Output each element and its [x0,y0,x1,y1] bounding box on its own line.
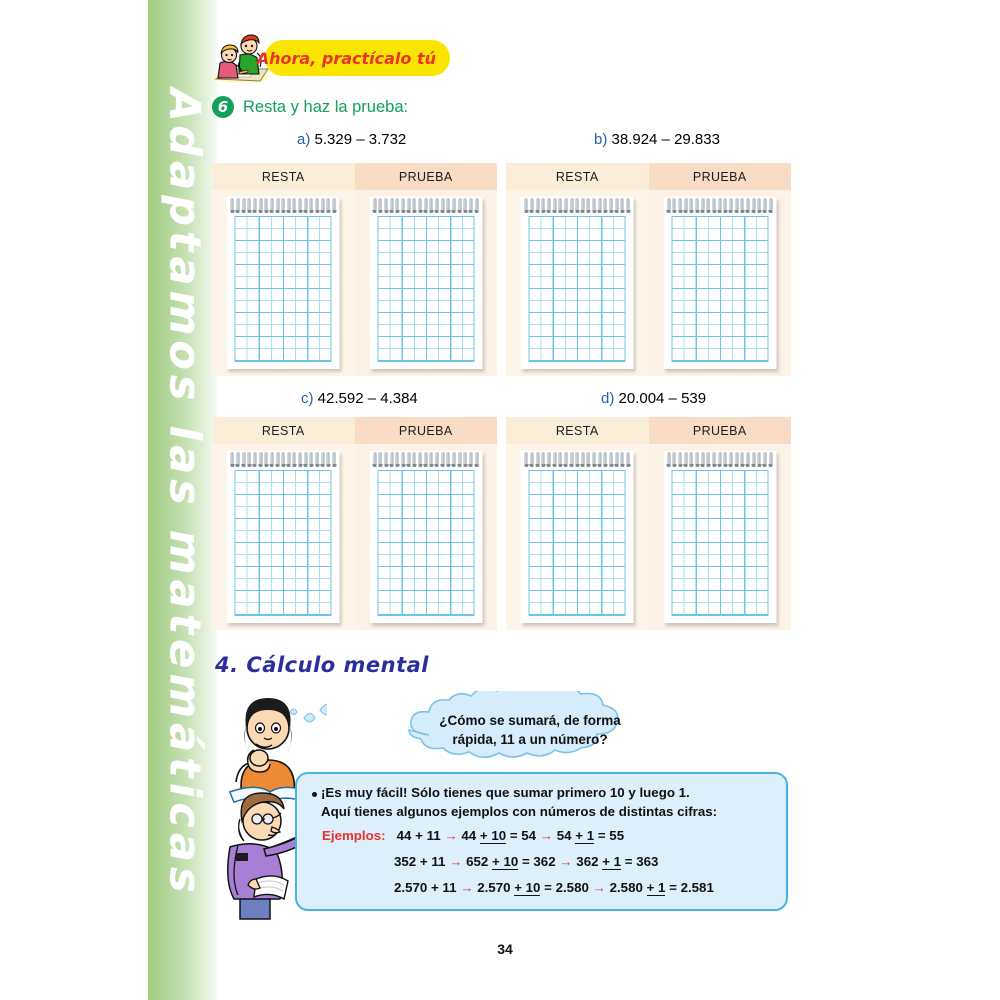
spiral-coil [752,452,755,467]
spiral-coil [581,452,584,467]
panel-headers [506,163,791,190]
notepad[interactable] [663,451,776,623]
column-header-prueba: PRUEBA [355,163,498,190]
spiral-coil [259,198,262,213]
column-header-resta: RESTA [212,417,355,444]
spiral-coil [253,198,256,213]
spiral-coil [299,452,302,467]
spiral-coil [419,198,422,213]
spiral-coil [729,452,732,467]
spiral-binding-icon [667,198,772,213]
bullet-point-icon [312,792,317,797]
spiral-coil [253,452,256,467]
explanation-line-1: ¡Es muy fácil! Sólo tienes que sumar primero 10 y luego 1. [321,785,690,800]
spiral-coil [679,198,682,213]
spiral-coil [441,452,444,467]
spiral-coil [385,452,388,467]
notepad-cell-resta[interactable] [506,190,649,376]
spiral-coil [615,452,618,467]
page-number: 34 [497,941,513,957]
spiral-binding-icon [231,452,336,467]
spiral-coil [667,452,670,467]
spiral-coil [419,452,422,467]
spiral-coil [610,452,613,467]
spiral-coil [316,452,319,467]
exercise-heading [212,96,408,118]
banner-label: Ahora, practícalo tú [256,48,436,68]
worksheet-panels-row-2 [212,417,792,630]
spiral-coil [684,452,687,467]
spiral-coil [707,452,710,467]
spiral-coil [276,198,279,213]
notepad-cell-resta[interactable] [212,190,355,376]
worksheet-panel-a[interactable] [212,163,497,376]
spiral-coil [559,198,562,213]
spiral-binding-icon [373,198,478,213]
spiral-coil [390,198,393,213]
spiral-coil [581,198,584,213]
spiral-coil [598,198,601,213]
spiral-coil [287,198,290,213]
spiral-coil [390,452,393,467]
spiral-coil [458,198,461,213]
spiral-coil [735,198,738,213]
exercise-label-a: a) 5.329 – 3.732 [297,131,407,148]
spiral-coil [373,452,376,467]
spiral-coil [259,452,262,467]
spiral-coil [769,198,772,213]
spiral-coil [718,198,721,213]
spiral-coil [282,452,285,467]
notepad-cell-prueba[interactable] [355,190,498,376]
example-row-3: 2.570 + 11 → 2.570 + 10 = 2.580 → 2.580 + 1 = 2.581 [394,880,714,895]
spiral-coil [746,198,749,213]
spiral-coil [310,452,313,467]
exercise-title: Resta y haz la prueba: [243,97,409,116]
spiral-coil [564,198,567,213]
spiral-coil [430,198,433,213]
spiral-coil [458,452,461,467]
spiral-coil [282,198,285,213]
spiral-coil [690,452,693,467]
spiral-coil [293,198,296,213]
notepad[interactable] [227,451,340,623]
column-header-prueba: PRUEBA [649,163,792,190]
spiral-coil [615,198,618,213]
spiral-coil [627,198,630,213]
spiral-coil [593,198,596,213]
example-row-2: 352 + 11 → 652 + 10 = 362 → 362 + 1 = 363 [394,854,659,869]
spiral-coil [441,198,444,213]
exercise-labels-row-2 [212,390,792,412]
example-row-1: Ejemplos: 44 + 11 → 44 + 10 = 54 → 54 + 1 = 55 [322,828,625,843]
spiral-coil [327,452,330,467]
spiral-coil [604,198,607,213]
column-header-prueba: PRUEBA [355,417,498,444]
spiral-coil [530,198,533,213]
spiral-coil [610,198,613,213]
sidebar-vertical-title: Adaptamos las matemáticas [159,88,210,898]
worksheet-panels-row-1 [212,163,792,376]
spiral-coil [587,452,590,467]
column-header-resta: RESTA [506,417,649,444]
spiral-coil [707,198,710,213]
grid-paper[interactable] [671,470,768,616]
spiral-coil [536,452,539,467]
spiral-coil [396,452,399,467]
spiral-coil [236,198,239,213]
spiral-coil [763,198,766,213]
spiral-coil [679,452,682,467]
notepad-cell-resta[interactable] [212,444,355,630]
spiral-coil [321,452,324,467]
panel-headers [212,163,497,190]
spiral-coil [327,198,330,213]
spiral-coil [270,452,273,467]
spiral-coil [373,198,376,213]
spiral-coil [576,198,579,213]
grid-paper[interactable] [529,470,626,616]
spiral-coil [553,198,556,213]
notepad-cell-prueba[interactable] [649,190,792,376]
worksheet-panel-d[interactable] [506,417,791,630]
spiral-coil [310,198,313,213]
notepad-cell-prueba[interactable] [355,444,498,630]
exercise-labels-row-1 [212,131,792,153]
notepad[interactable] [521,197,634,369]
spiral-coil [667,198,670,213]
spiral-coil [758,198,761,213]
spiral-coil [713,452,716,467]
spiral-coil [758,452,761,467]
column-header-prueba: PRUEBA [649,417,792,444]
spiral-coil [763,452,766,467]
explanation-line-2: Aquí tienes algunos ejemplos con números de distintas cifras: [321,804,718,819]
spiral-coil [231,198,234,213]
spiral-coil [570,452,573,467]
notepad[interactable] [369,451,482,623]
spiral-coil [231,452,234,467]
spiral-coil [673,452,676,467]
spiral-coil [547,452,550,467]
spiral-coil [752,198,755,213]
spiral-coil [604,452,607,467]
spiral-coil [452,452,455,467]
spiral-coil [236,452,239,467]
spiral-coil [304,452,307,467]
spiral-coil [402,198,405,213]
spiral-coil [469,198,472,213]
spiral-coil [559,452,562,467]
panel-body [506,190,791,376]
spiral-coil [570,198,573,213]
worksheet-panel-c[interactable] [212,417,497,630]
exercise-label-d: d) 20.004 – 539 [601,390,707,407]
spiral-coil [576,452,579,467]
panel-headers [506,417,791,444]
spiral-coil [621,198,624,213]
spiral-coil [741,198,744,213]
cloud-question: ¿Cómo se sumará, de forma rápida, 11 a un número? [439,713,621,747]
spiral-coil [265,198,268,213]
spiral-coil [746,452,749,467]
banner-pill [256,40,450,76]
spiral-coil [593,452,596,467]
spiral-coil [407,198,410,213]
panel-body [212,444,497,630]
spiral-coil [673,198,676,213]
spiral-coil [696,452,699,467]
worksheet-panel-b[interactable] [506,163,791,376]
spiral-coil [242,198,245,213]
notepad[interactable] [369,197,482,369]
spiral-coil [684,198,687,213]
grid-paper[interactable] [671,216,768,362]
spiral-coil [701,198,704,213]
spiral-binding-icon [525,452,630,467]
spiral-coil [333,198,336,213]
spiral-coil [447,452,450,467]
thought-cloud [385,691,675,771]
panel-body [506,444,791,630]
spiral-coil [735,452,738,467]
grid-paper[interactable] [377,216,474,362]
spiral-coil [530,452,533,467]
spiral-coil [424,198,427,213]
spiral-coil [701,452,704,467]
spiral-coil [525,452,528,467]
spiral-coil [724,198,727,213]
spiral-coil [469,452,472,467]
spiral-coil [741,452,744,467]
spiral-coil [321,198,324,213]
spiral-coil [542,198,545,213]
panel-headers [212,417,497,444]
section-heading: 4. Cálculo mental [215,653,429,677]
notepad-cell-resta[interactable] [506,444,649,630]
spiral-coil [424,452,427,467]
spiral-coil [276,452,279,467]
spiral-coil [293,452,296,467]
spiral-coil [430,452,433,467]
spiral-coil [464,198,467,213]
spiral-coil [447,198,450,213]
notepad[interactable] [227,197,340,369]
spiral-coil [696,198,699,213]
spiral-coil [435,198,438,213]
spiral-coil [464,452,467,467]
spiral-coil [265,452,268,467]
spiral-coil [248,198,251,213]
grid-paper[interactable] [235,216,332,362]
spiral-coil [475,452,478,467]
spiral-coil [724,452,727,467]
explanation-box [295,772,788,911]
spiral-coil [316,198,319,213]
spiral-coil [385,198,388,213]
spiral-coil [304,198,307,213]
notepad-cell-prueba[interactable] [649,444,792,630]
exercise-label-c: c) 42.592 – 4.384 [301,390,418,407]
panel-body [212,190,497,376]
spiral-coil [379,452,382,467]
page-content [205,0,1000,1000]
notepad[interactable] [663,197,776,369]
spiral-coil [299,198,302,213]
spiral-coil [452,198,455,213]
grid-paper[interactable] [529,216,626,362]
spiral-coil [402,452,405,467]
spiral-coil [287,452,290,467]
spiral-coil [690,198,693,213]
spiral-coil [547,198,550,213]
spiral-binding-icon [373,452,478,467]
spiral-coil [333,452,336,467]
spiral-coil [598,452,601,467]
spiral-coil [564,452,567,467]
spiral-coil [413,452,416,467]
spiral-coil [542,452,545,467]
header-banner [210,31,650,87]
column-header-resta: RESTA [506,163,649,190]
examples-label: Ejemplos: [322,828,386,843]
spiral-coil [553,452,556,467]
notepad[interactable] [521,451,634,623]
spiral-coil [769,452,772,467]
exercise-label-b: b) 38.924 – 29.833 [594,131,720,148]
spiral-coil [729,198,732,213]
grid-paper[interactable] [235,470,332,616]
grid-paper[interactable] [377,470,474,616]
spiral-coil [396,198,399,213]
spiral-binding-icon [231,198,336,213]
spiral-coil [413,198,416,213]
spiral-binding-icon [525,198,630,213]
spiral-coil [407,452,410,467]
spiral-coil [621,452,624,467]
spiral-coil [627,452,630,467]
spiral-coil [379,198,382,213]
column-header-resta: RESTA [212,163,355,190]
spiral-coil [587,198,590,213]
spiral-coil [475,198,478,213]
spiral-coil [242,452,245,467]
exercise-number-badge: 6 [212,96,234,118]
spiral-coil [435,452,438,467]
spiral-coil [270,198,273,213]
spiral-coil [248,452,251,467]
spiral-coil [718,452,721,467]
spiral-coil [713,198,716,213]
spiral-binding-icon [667,452,772,467]
spiral-coil [525,198,528,213]
spiral-coil [536,198,539,213]
